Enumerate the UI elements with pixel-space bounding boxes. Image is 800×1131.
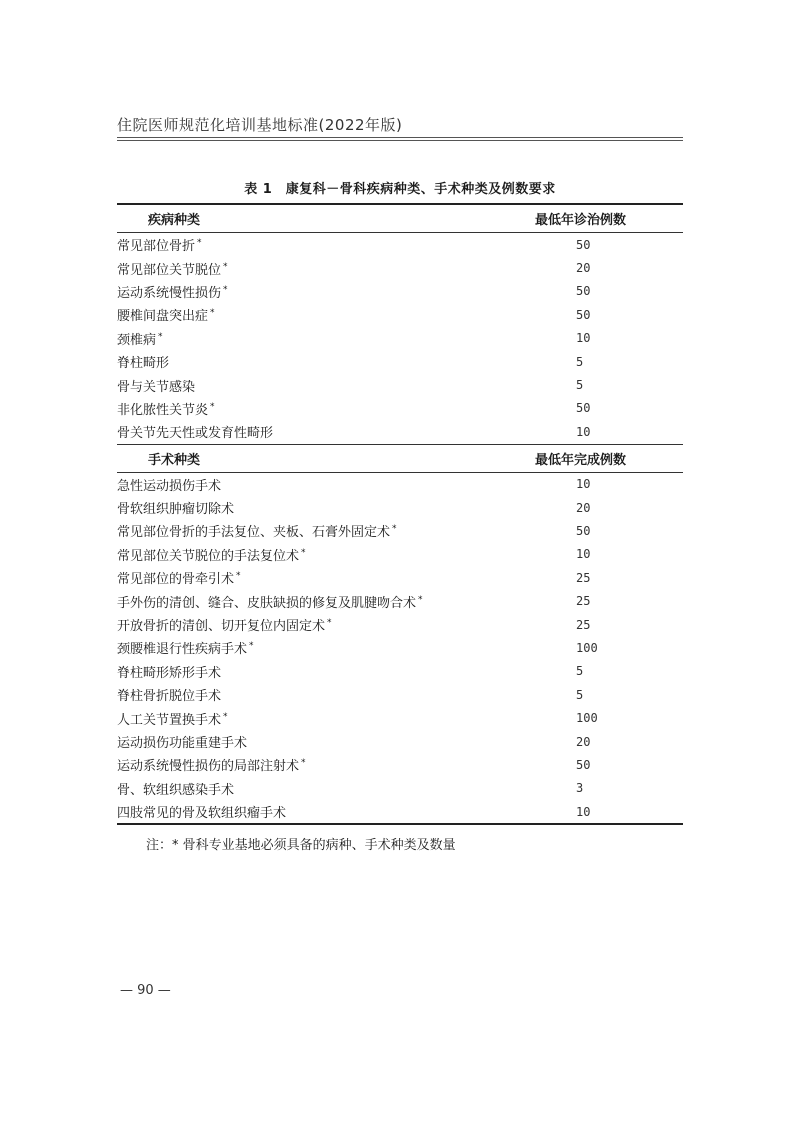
row-name-cell xyxy=(117,636,517,659)
row-count: 50 xyxy=(576,401,591,416)
row-name-cell xyxy=(117,753,517,776)
row-name-cell xyxy=(117,256,517,279)
row-name: 腰椎间盘突出症 xyxy=(117,309,209,325)
row-name: 开放骨折的清创、切开复位内固定术 xyxy=(117,619,326,635)
row-count: 100 xyxy=(576,640,598,655)
row-name: 常见部位骨折 xyxy=(117,239,196,255)
row-count: 5 xyxy=(576,354,584,369)
table-row xyxy=(117,660,683,683)
requirements-table-wrap xyxy=(117,203,683,825)
table-row xyxy=(117,706,683,729)
required-marker: * xyxy=(301,547,306,558)
row-name: 脊柱骨折脱位手术 xyxy=(117,689,222,705)
row-count: 25 xyxy=(576,570,591,585)
disease-header-row xyxy=(117,204,683,233)
row-name-cell xyxy=(117,777,517,800)
row-name: 常见部位骨折的手法复位、夹板、石膏外固定术 xyxy=(117,525,391,541)
disease-section xyxy=(117,204,683,444)
row-name: 急性运动损伤手术 xyxy=(117,478,222,494)
row-name: 常见部位的骨牵引术 xyxy=(117,572,235,588)
row-name: 脊柱畸形 xyxy=(117,356,170,372)
row-name: 骨与关节感染 xyxy=(117,379,196,395)
required-marker: * xyxy=(236,571,241,582)
row-name-cell xyxy=(117,472,517,496)
row-count: 5 xyxy=(576,664,584,679)
surgery-header-row xyxy=(117,444,683,472)
row-name-cell xyxy=(117,706,517,729)
row-name-cell xyxy=(117,613,517,636)
table-row xyxy=(117,613,683,636)
header-rule-secondary xyxy=(117,140,683,141)
required-marker: * xyxy=(223,261,228,272)
table-row xyxy=(117,280,683,303)
required-marker: * xyxy=(210,401,215,412)
row-count: 50 xyxy=(576,757,591,772)
table-row xyxy=(117,730,683,753)
table-row xyxy=(117,350,683,373)
row-name: 颈腰椎退行性疾病手术 xyxy=(117,642,248,658)
row-name-cell xyxy=(117,420,517,444)
table-row xyxy=(117,233,683,257)
row-name-cell xyxy=(117,730,517,753)
row-count: 50 xyxy=(576,237,591,252)
row-count: 20 xyxy=(576,500,591,515)
required-marker: * xyxy=(223,711,228,722)
row-name: 骨软组织肿瘤切除术 xyxy=(117,502,235,518)
row-count: 100 xyxy=(576,711,598,726)
row-name: 四肢常见的骨及软组织瘤手术 xyxy=(117,806,287,822)
row-name-cell xyxy=(117,589,517,612)
disease-col-header: 疾病种类 xyxy=(117,204,517,233)
table-row xyxy=(117,256,683,279)
table-row xyxy=(117,753,683,776)
row-count: 50 xyxy=(576,284,591,299)
row-name-cell xyxy=(117,566,517,589)
row-name-cell xyxy=(117,543,517,566)
table-row xyxy=(117,327,683,350)
requirements-table xyxy=(117,203,683,825)
row-count: 50 xyxy=(576,523,591,538)
row-name: 运动系统慢性损伤 xyxy=(117,285,222,301)
surgery-count-col-header: 最低年完成例数 xyxy=(517,444,683,472)
row-name: 骨、软组织感染手术 xyxy=(117,782,235,798)
page-number: — 90 — xyxy=(120,983,171,998)
row-name: 手外伤的清创、缝合、皮肤缺损的修复及肌腱吻合术 xyxy=(117,595,417,611)
table-note: 注：* 骨科专业基地必须具备的病种、手术种类及数量 xyxy=(146,838,456,853)
required-marker: * xyxy=(249,641,254,652)
disease-count-col-header: 最低年诊治例数 xyxy=(517,204,683,233)
row-name: 人工关节置换手术 xyxy=(117,712,222,728)
row-name-cell xyxy=(117,373,517,396)
row-count: 20 xyxy=(576,734,591,749)
row-count: 5 xyxy=(576,378,584,393)
row-name-cell xyxy=(117,327,517,350)
table-row xyxy=(117,636,683,659)
table-row xyxy=(117,543,683,566)
required-marker: * xyxy=(418,594,423,605)
row-name-cell xyxy=(117,683,517,706)
row-count: 20 xyxy=(576,261,591,276)
row-name-cell xyxy=(117,350,517,373)
running-header: 住院医师规范化培训基地标准(2022年版) xyxy=(117,116,403,134)
table-row xyxy=(117,496,683,519)
table-row xyxy=(117,472,683,496)
surgery-section xyxy=(117,444,683,824)
row-name-cell xyxy=(117,233,517,257)
row-name-cell xyxy=(117,519,517,542)
row-name: 脊柱畸形矫形手术 xyxy=(117,665,222,681)
row-count: 3 xyxy=(576,781,584,796)
row-name: 运动损伤功能重建手术 xyxy=(117,736,248,751)
table-row xyxy=(117,777,683,800)
required-marker: * xyxy=(392,524,397,535)
required-marker: * xyxy=(197,238,202,249)
row-name-cell xyxy=(117,660,517,683)
row-count: 5 xyxy=(576,687,584,702)
row-name-cell xyxy=(117,496,517,519)
row-name-cell xyxy=(117,303,517,326)
table-row xyxy=(117,800,683,824)
row-count: 10 xyxy=(576,331,591,346)
row-count: 50 xyxy=(576,307,591,322)
row-name: 常见部位关节脱位 xyxy=(117,262,222,278)
table-row xyxy=(117,683,683,706)
table-row xyxy=(117,589,683,612)
required-marker: * xyxy=(301,758,306,769)
table-row xyxy=(117,566,683,589)
table-row xyxy=(117,519,683,542)
row-name: 常见部位关节脱位的手法复位术 xyxy=(117,548,300,564)
table-row xyxy=(117,397,683,420)
required-marker: * xyxy=(223,284,228,295)
row-name: 颈椎病 xyxy=(117,332,157,348)
required-marker: * xyxy=(210,308,215,319)
row-count: 10 xyxy=(576,424,591,439)
table-row xyxy=(117,373,683,396)
row-count: 10 xyxy=(576,477,591,492)
row-name-cell xyxy=(117,397,517,420)
row-count: 25 xyxy=(576,617,591,632)
row-name: 骨关节先天性或发育性畸形 xyxy=(117,426,274,442)
table-row xyxy=(117,420,683,444)
row-name-cell xyxy=(117,800,517,824)
row-count: 25 xyxy=(576,594,591,609)
row-name: 非化脓性关节炎 xyxy=(117,402,209,418)
required-marker: * xyxy=(158,331,163,342)
table-title: 表 1 康复科－骨科疾病种类、手术种类及例数要求 xyxy=(244,182,556,197)
required-marker: * xyxy=(327,618,332,629)
row-count: 10 xyxy=(576,547,591,562)
header-rule xyxy=(117,137,683,138)
row-count: 10 xyxy=(517,800,683,824)
table-row xyxy=(117,303,683,326)
surgery-col-header: 手术种类 xyxy=(117,444,517,472)
row-name: 运动系统慢性损伤的局部注射术 xyxy=(117,759,300,775)
row-name-cell xyxy=(117,280,517,303)
